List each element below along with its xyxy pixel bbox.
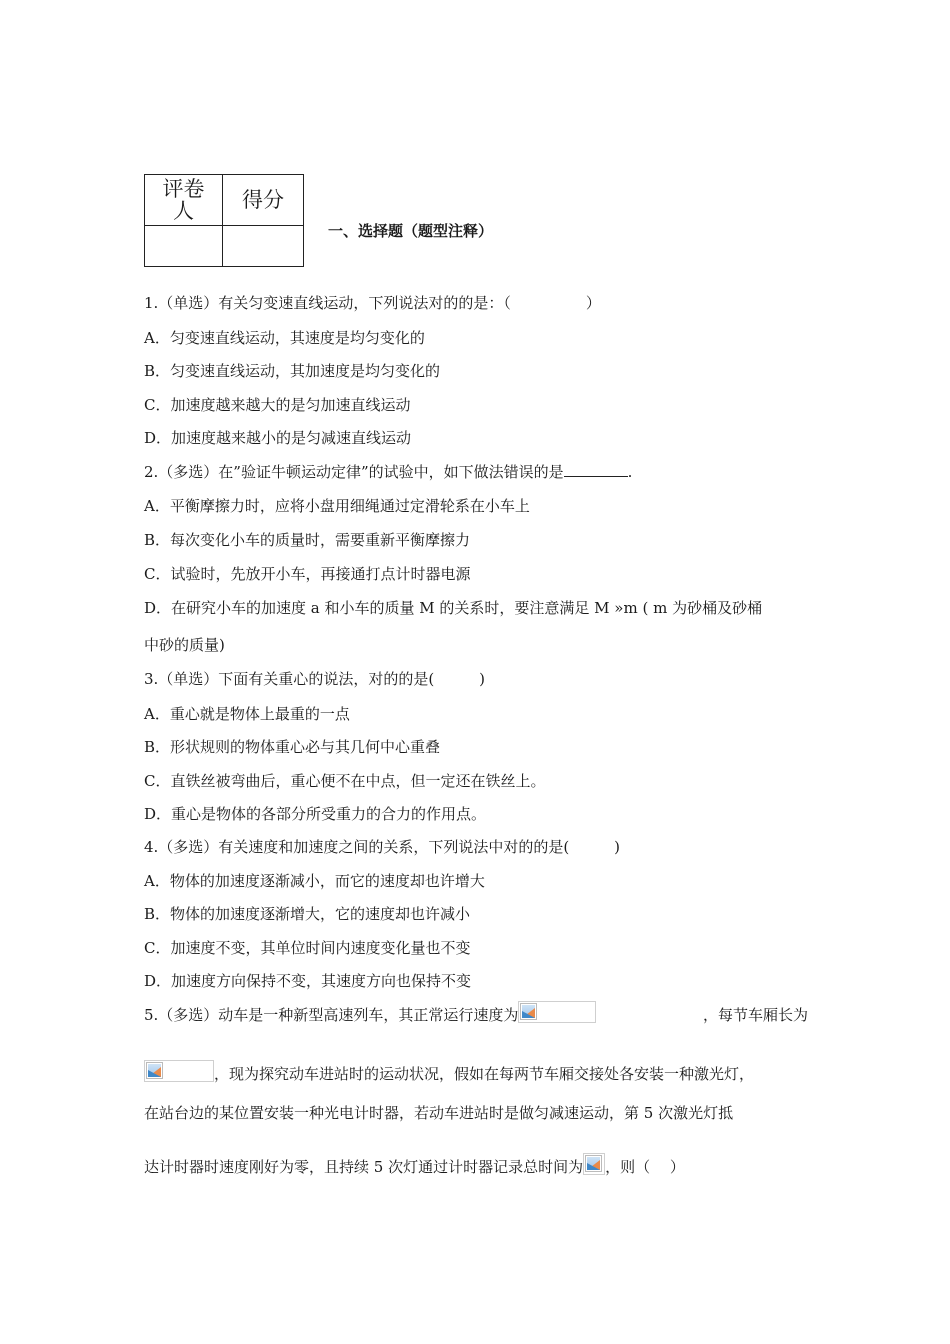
question-1-option-d: D．加速度越来越小的是匀减速直线运动 bbox=[144, 429, 412, 447]
grader-value-cell[interactable] bbox=[145, 226, 223, 267]
answer-blank bbox=[564, 462, 628, 477]
question-5-text-4b: ，则（ ） bbox=[605, 1158, 685, 1176]
section-title: 一、选择题（题型注释） bbox=[328, 222, 494, 240]
question-4-option-c: C．加速度不变，其单位时间内速度变化量也不变 bbox=[144, 939, 471, 957]
question-2-option-c: C．试验时，先放开小车，再接通打点计时器电源 bbox=[144, 565, 471, 583]
question-5-text-2: ，现为探究动车进站时的运动状况，假如在每两节车厢交接处各安装一种激光灯， bbox=[214, 1065, 755, 1083]
grader-label: 评卷人 bbox=[162, 177, 205, 223]
question-1-stem: 1.（单选）有关匀变速直线运动，下列说法对的的是：（ ） bbox=[144, 294, 601, 312]
score-table bbox=[144, 174, 304, 267]
score-label: 得分 bbox=[242, 188, 284, 212]
question-5-text-1b: ，每节车厢长为 bbox=[702, 1006, 808, 1024]
question-3-option-a: A．重心就是物体上最重的一点 bbox=[144, 705, 350, 723]
question-4-option-d: D．加速度方向保持不变，其速度方向也保持不变 bbox=[144, 972, 472, 990]
question-5-line-2 bbox=[144, 1063, 754, 1086]
question-2-option-a: A．平衡摩擦力时，应将小盘用细绳通过定滑轮系在小车上 bbox=[144, 497, 530, 515]
score-value-cell[interactable] bbox=[223, 226, 304, 267]
broken-image-icon bbox=[583, 1153, 605, 1175]
score-header-cell bbox=[223, 175, 304, 226]
question-3-stem: 3.（单选）下面有关重心的说法，对的的是( ) bbox=[144, 670, 486, 688]
question-2-option-d: D．在研究小车的加速度 a 和小车的质量 M 的关系时，要注意满足 M »m ( m 为砂桶及砂桶 bbox=[144, 599, 763, 617]
question-2-stem-end: . bbox=[627, 463, 633, 481]
grader-header-cell bbox=[145, 175, 223, 226]
question-5-line-4 bbox=[144, 1156, 685, 1179]
question-2-option-d-cont: 中砂的质量) bbox=[144, 636, 225, 654]
question-5-text-4a: 达计时器时速度刚好为零，且持续 5 次灯通过计时器记录总时间为 bbox=[144, 1158, 584, 1176]
question-2-stem-text: 2.（多选）在”验证牛顿运动定律”的试验中，如下做法错误的是 bbox=[144, 463, 564, 481]
question-5-text-1a: 5.（多选）动车是一种新型高速列车，其正常运行速度为 bbox=[144, 1006, 519, 1024]
question-5-line-3: 在站台边的某位置安装一种光电计时器，若动车进站时是做匀减速运动，第 5 次激光灯抵 bbox=[144, 1104, 734, 1122]
question-5-line-1 bbox=[144, 1004, 808, 1027]
question-4-option-b: B．物体的加速度逐渐增大，它的速度却也许减小 bbox=[144, 905, 471, 923]
question-4-stem: 4.（多选）有关速度和加速度之间的关系，下列说法中对的的是( ) bbox=[144, 838, 621, 856]
question-3-option-c: C．直铁丝被弯曲后，重心便不在中点，但一定还在铁丝上。 bbox=[144, 772, 546, 790]
broken-image-icon bbox=[518, 1001, 596, 1023]
question-3-option-b: B．形状规则的物体重心必与其几何中心重叠 bbox=[144, 738, 441, 756]
question-3-option-d: D．重心是物体的各部分所受重力的合力的作用点。 bbox=[144, 805, 487, 823]
question-4-option-a: A．物体的加速度逐渐减小，而它的速度却也许增大 bbox=[144, 872, 485, 890]
question-1-option-b: B．匀变速直线运动，其加速度是均匀变化的 bbox=[144, 362, 441, 380]
question-2-option-b: B．每次变化小车的质量时，需要重新平衡摩擦力 bbox=[144, 531, 471, 549]
question-2-stem bbox=[144, 461, 632, 482]
broken-image-icon bbox=[144, 1060, 214, 1082]
question-1-option-c: C．加速度越来越大的是匀加速直线运动 bbox=[144, 396, 411, 414]
question-1-option-a: A．匀变速直线运动，其速度是均匀变化的 bbox=[144, 329, 425, 347]
